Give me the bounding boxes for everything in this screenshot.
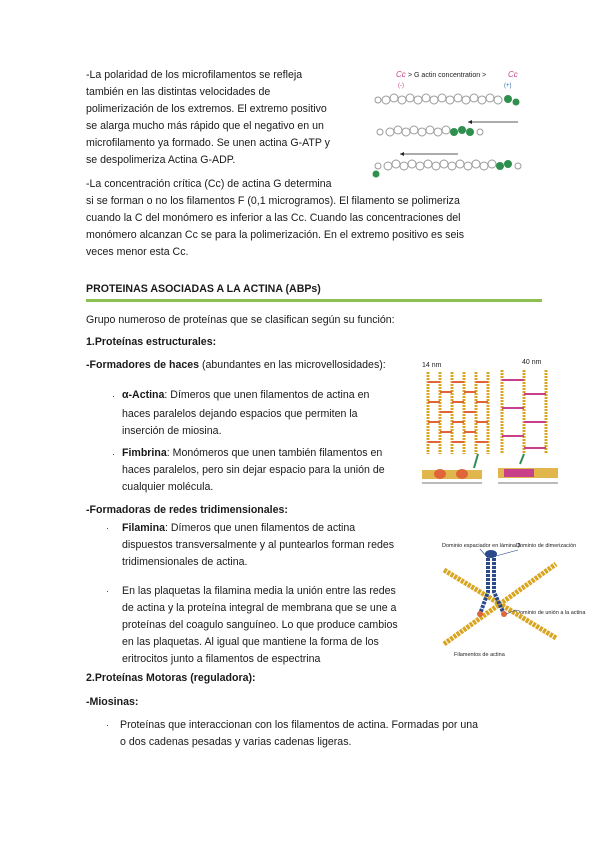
polymerization-figure	[368, 66, 530, 184]
text-line: también en las distintas velocidades de	[86, 86, 271, 98]
section-intro: Grupo numeroso de proteínas que se clasifican según su función:	[86, 314, 395, 326]
filament-row-2	[377, 126, 450, 136]
binding-domain-label: Dominio de unión a la actina	[516, 610, 586, 616]
haces-bold: -Formadores de haces	[86, 359, 200, 371]
structural-heading: 1.Proteínas estructurales:	[86, 336, 217, 348]
text-line: : Dímeros que unen filamentos de actina	[164, 522, 356, 534]
text-line: cualquier molécula.	[122, 481, 214, 493]
bullet-marker: ·	[112, 449, 115, 459]
text-line: : Dímeros que unen filamentos de actina en	[164, 389, 370, 401]
text-line: tridimensionales de actina.	[122, 556, 248, 568]
text-line: monómero alcanzan Cc se para la polimerización. En el extremo positivo es seis	[86, 229, 465, 241]
cc-left-label: Cc	[396, 70, 406, 79]
text-line: polimerización de los extremos. El extremo positivo	[86, 103, 327, 115]
plaquetas-item	[122, 583, 398, 668]
filamina-item	[122, 520, 394, 571]
bullet-marker: ·	[112, 391, 115, 401]
actin-bundles-figure	[420, 358, 560, 493]
crossed-actin-filaments	[444, 564, 556, 644]
miosinas-heading: -Miosinas:	[86, 696, 139, 708]
critical-concentration-paragraph	[86, 176, 464, 261]
left-scale-label: 14 nm	[422, 362, 442, 369]
alfa-actina-term: α-Actina	[122, 389, 165, 401]
text-line: haces paralelos, pero sin dejar espacio para la unión de	[122, 464, 385, 476]
text-line: eritrocitos junto a filamentos de espectrina	[122, 653, 321, 665]
concentration-label: > G actin concentration >	[408, 72, 487, 79]
actin-bundles-diagram	[420, 358, 560, 493]
text-line: Proteínas que interaccionan con los filamentos de actina. Formadas por una	[120, 719, 479, 731]
text-line: se alarga mucho más rápido que el negativo en un	[86, 120, 324, 132]
polymerization-diagram	[368, 66, 530, 184]
filamina-diagram	[440, 540, 586, 660]
section-title: PROTEINAS ASOCIADAS A LA ACTINA (ABPs)	[86, 283, 321, 295]
motor-heading: 2.Proteínas Motoras (reguladora):	[86, 672, 256, 684]
fimbrina-term: Fimbrina	[122, 447, 167, 459]
text-line: : Monómeros que unen también filamentos en	[166, 447, 383, 459]
bullet-marker: ·	[106, 523, 109, 533]
cc-right-label: Cc	[508, 70, 518, 79]
text-line: se despolimeriza Actina G-ADP.	[86, 154, 236, 166]
g-actin-atp-icon	[504, 95, 512, 103]
redes-heading: -Formadoras de redes tridimensionales:	[86, 504, 288, 516]
fimbrina-item	[122, 445, 385, 496]
bullet-marker: ·	[106, 586, 109, 596]
right-scale-label: 40 nm	[522, 359, 542, 366]
filamina-dimer	[480, 554, 504, 614]
text-line: -La polaridad de los microfilamentos se refleja	[86, 69, 303, 81]
filament-row-3	[375, 160, 496, 170]
bullet-marker: ·	[106, 720, 109, 730]
text-line: cuando la C del monómero es inferior a las Cc. Cuando las concentraciones del	[86, 212, 461, 224]
haces-heading	[86, 357, 386, 374]
minus-end-label: (-)	[398, 83, 404, 89]
polarity-paragraph	[86, 67, 330, 169]
text-line: En las plaquetas la filamina media la unión entre las redes	[122, 585, 396, 597]
text-line: -La concentración crítica (Cc) de actina G determina	[86, 178, 332, 190]
text-line: veces menor esta Cc.	[86, 246, 189, 258]
text-line: dispuestos transversalmente y al puntearlos forman redes	[122, 539, 395, 551]
text-line: o dos cadenas pesadas y varias cadenas ligeras.	[120, 736, 352, 748]
actin-filaments-label: Filamentos de actina	[454, 652, 505, 658]
section-divider	[86, 299, 542, 302]
miosinas-item	[120, 717, 478, 751]
filament-row-1	[375, 94, 502, 104]
text-line: haces paralelos dejando espacios que permiten la	[122, 408, 358, 420]
filamina-term: Filamina	[122, 522, 165, 534]
haces-rest: (abundantes en las microvellosidades):	[199, 359, 386, 371]
text-line: microfilamento ya formado. Se unen actina G-ATP y	[86, 137, 330, 149]
text-line: si se forman o no los filamentos F (0,1 microgramos). El filamento se polimeriza	[86, 195, 460, 207]
text-line: proteínas del coagulo sanguíneo. Lo que produce cambios	[122, 619, 398, 631]
spacer-domain-label: Dominio espaciador en lámina β	[442, 543, 521, 549]
dimer-domain-label: Dominio de dimerización	[516, 543, 577, 549]
text-line: de actina y la proteína integral de membrana que se une a	[122, 602, 397, 614]
alfa-actina-item	[122, 387, 369, 440]
text-line: en las plaquetas. Al igual que mantiene la forma de los	[122, 636, 379, 648]
text-line: inserción de miosina.	[122, 425, 222, 437]
alfa-actina-bundle	[502, 370, 546, 454]
plus-end-label: (+)	[504, 83, 512, 89]
filamina-figure	[440, 540, 586, 660]
